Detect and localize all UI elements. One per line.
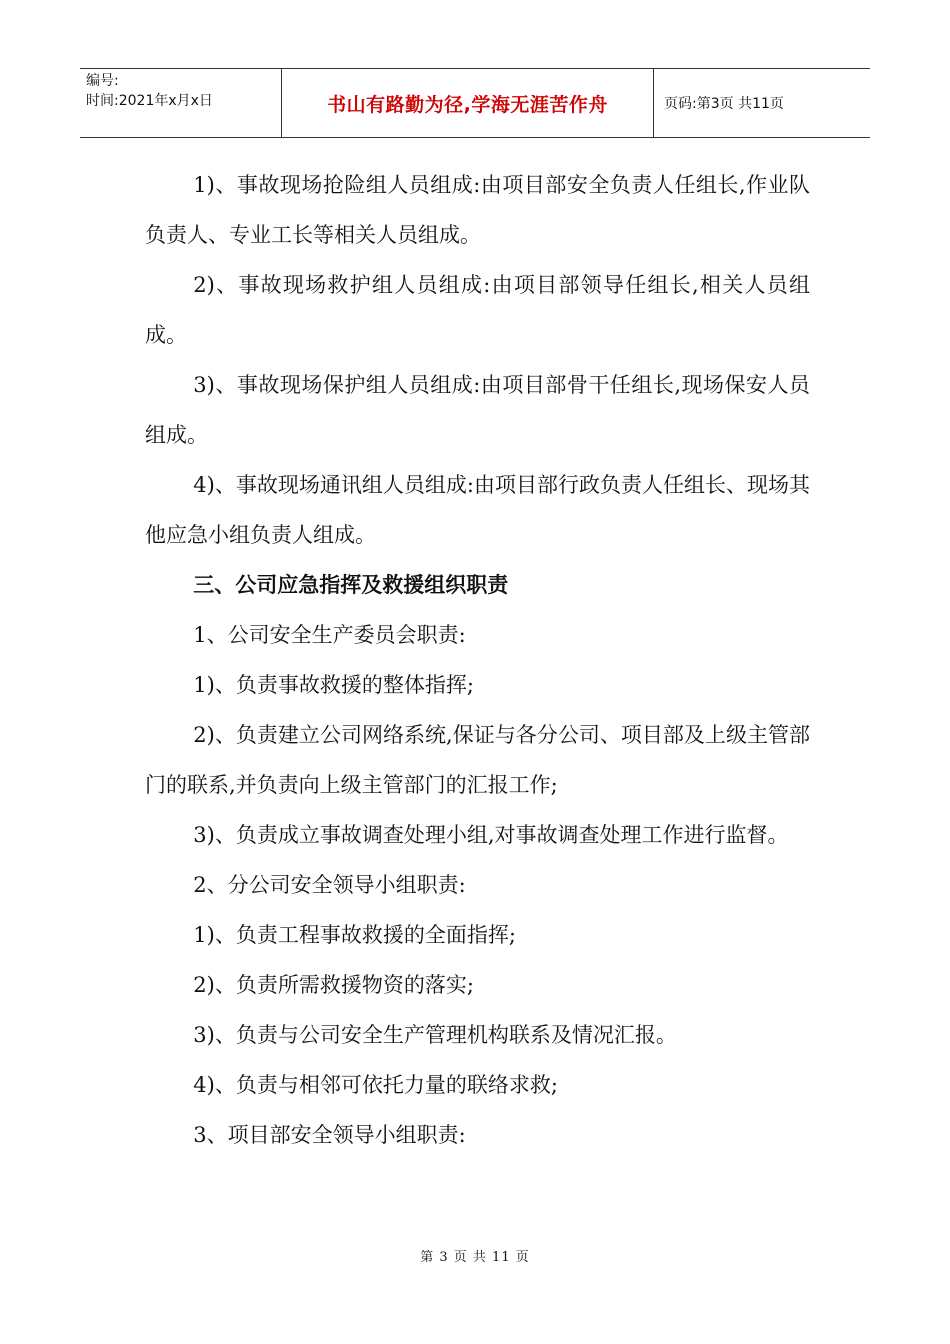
header-meta <box>80 69 282 137</box>
list-item: 2)、负责建立公司网络系统,保证与各分公司、项目部及上级主管部门的联系,并负责向上级主管部门的汇报工作; <box>145 723 810 797</box>
document-body <box>145 160 810 1160</box>
list-item: 1)、负责工程事故救援的全面指挥; <box>193 923 516 947</box>
document-time-label: 时间:2021年x月x日 <box>86 93 213 109</box>
list-item: 2)、负责所需救援物资的落实; <box>193 973 474 997</box>
subheading-project-group: 3、项目部安全领导小组职责: <box>193 1123 466 1147</box>
list-item: 4)、负责与相邻可依托力量的联络求救; <box>193 1073 558 1097</box>
paragraph-rescue-team: 1)、事故现场抢险组人员组成:由项目部安全负责人任组长,作业队负责人、专业工长等相关人员组成。 <box>145 173 810 247</box>
page-header <box>80 68 870 138</box>
paragraph-communication-team: 4)、事故现场通讯组人员组成:由项目部行政负责人任组长、现场其他应急小组负责人组成。 <box>145 473 810 547</box>
paragraph-medical-team: 2)、事故现场救护组人员组成:由项目部领导任组长,相关人员组成。 <box>145 273 810 347</box>
list-item: 3)、负责与公司安全生产管理机构联系及情况汇报。 <box>193 1023 677 1047</box>
header-page-number: 页码:第3页 共11页 <box>664 96 784 112</box>
subheading-company-committee: 1、公司安全生产委员会职责: <box>193 623 466 647</box>
paragraph-protection-team: 3)、事故现场保护组人员组成:由项目部骨干任组长,现场保安人员组成。 <box>145 373 810 447</box>
page-footer: 第 3 页 共 11 页 <box>420 1250 530 1265</box>
list-item: 1)、负责事故救援的整体指挥; <box>193 673 474 697</box>
document-number-label: 编号: <box>86 73 119 89</box>
list-item: 3)、负责成立事故调查处理小组,对事故调查处理工作进行监督。 <box>193 823 789 847</box>
header-motto: 书山有路勤为径,学海无涯苦作舟 <box>282 69 654 137</box>
section-heading: 三、公司应急指挥及救援组织职责 <box>193 573 509 597</box>
subheading-branch-group: 2、分公司安全领导小组职责: <box>193 873 466 897</box>
